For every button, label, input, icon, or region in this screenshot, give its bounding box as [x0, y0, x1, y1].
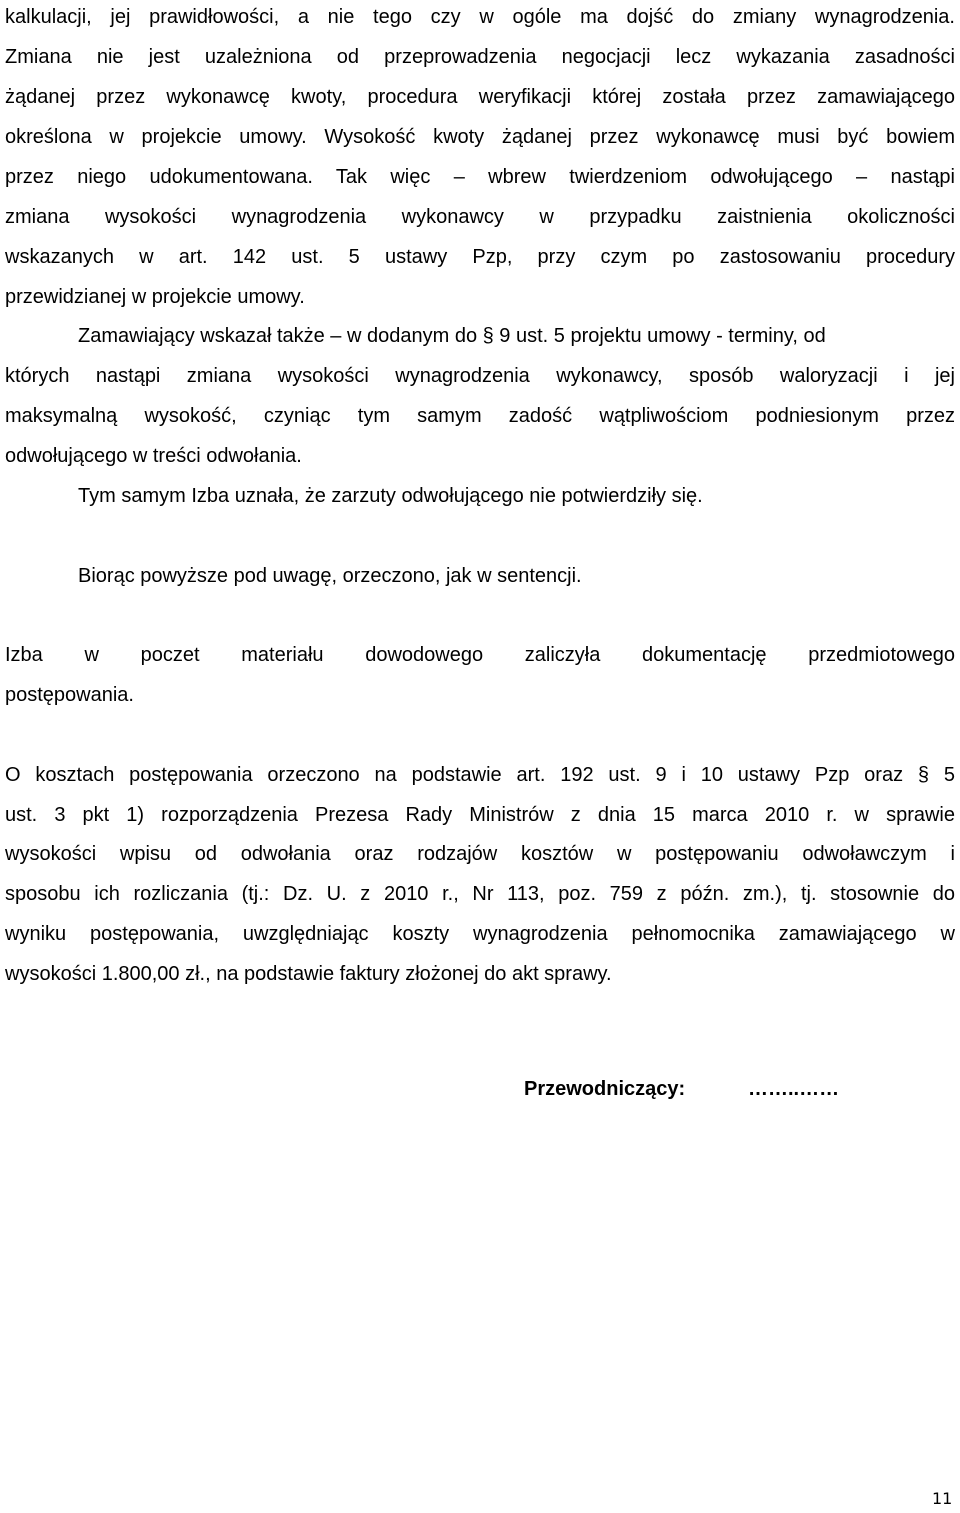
text-line: Izba w poczet materiału dowodowego zaliczyła dokumentację przedmiotowego [5, 644, 955, 666]
text-line: przez niego udokumentowana. Tak więc – wbrew twierdzeniom odwołującego – nastąpi [5, 166, 955, 188]
text-line: Zamawiający wskazał także – w dodanym do § 9 ust. 5 projektu umowy - terminy, od [78, 325, 826, 347]
text-line: postępowania. [5, 684, 134, 706]
signature-placeholder: ……..…… [748, 1078, 840, 1100]
page-number: 11 [932, 1489, 953, 1508]
text-line: Zmiana nie jest uzależniona od przeprowadzenia negocjacji lecz wykazania zasadności [5, 46, 955, 68]
text-line: określona w projekcie umowy. Wysokość kwoty żądanej przez wykonawcę musi być bowiem [5, 126, 955, 148]
text-line: Tym samym Izba uznała, że zarzuty odwołującego nie potwierdziły się. [78, 485, 703, 507]
text-line: ust. 3 pkt 1) rozporządzenia Prezesa Rady Ministrów z dnia 15 marca 2010 r. w sprawie [5, 804, 955, 826]
text-line: maksymalną wysokość, czyniąc tym samym zadość wątpliwościom podniesionym przez [5, 405, 955, 427]
text-line: przewidzianej w projekcie umowy. [5, 286, 305, 308]
text-line: odwołującego w treści odwołania. [5, 445, 302, 467]
text-line: wyniku postępowania, uwzględniając koszty wynagrodzenia pełnomocnika zamawiającego w [5, 923, 955, 945]
text-line: wysokości wpisu od odwołania oraz rodzajów kosztów w postępowaniu odwoławczym i [5, 843, 955, 865]
text-line: żądanej przez wykonawcę kwoty, procedura weryfikacji której została przez zamawiającego [5, 86, 955, 108]
text-line: wysokości 1.800,00 zł., na podstawie faktury złożonej do akt sprawy. [5, 963, 612, 985]
text-line: O kosztach postępowania orzeczono na podstawie art. 192 ust. 9 i 10 ustawy Pzp oraz § 5 [5, 764, 955, 786]
text-line: kalkulacji, jej prawidłowości, a nie tego czy w ogóle ma dojść do zmiany wynagrodzenia. [5, 6, 955, 28]
text-line: których nastąpi zmiana wysokości wynagrodzenia wykonawcy, sposób waloryzacji i jej [5, 365, 955, 387]
text-line: zmiana wysokości wynagrodzenia wykonawcy w przypadku zaistnienia okoliczności [5, 206, 955, 228]
signature-label: Przewodniczący: [524, 1078, 686, 1100]
text-line: sposobu ich rozliczania (tj.: Dz. U. z 2010 r., Nr 113, poz. 759 z późn. zm.), tj. stosownie do [5, 883, 955, 905]
text-line: Biorąc powyższe pod uwagę, orzeczono, jak w sentencji. [78, 565, 582, 587]
text-line: wskazanych w art. 142 ust. 5 ustawy Pzp, przy czym po zastosowaniu procedury [5, 246, 955, 268]
